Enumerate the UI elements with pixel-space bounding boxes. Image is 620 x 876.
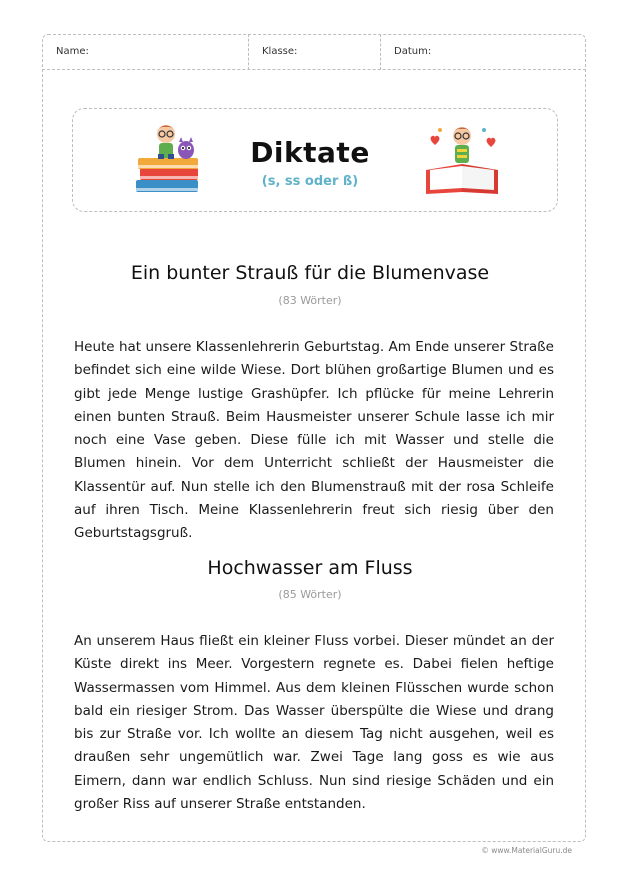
- story-text: An unserem Haus fließt ein kleiner Fluss vorbei. Dieser mündet an der Küste direkt ins Meer. Vorgestern regnete es. Dabei fielen heftige Wassermassen vom Himmel. Aus dem kleinen Flüsschen wurde schon bald ein riesiger Strom. Das Wasser überspülte die Wiese und drang bis zur Straße vor. Ich wollte an diesem Tag nicht ausgehen, weil es draußen sehr ungemütlich war. Zwei Tage lang goss es wie aus Eimern, dann war endlich Schluss. Nun sind riesige Schäden und ein großer Riss auf unserer Straße entstanden.: [74, 633, 554, 813]
- story-word-count: (83 Wörter): [278, 294, 342, 307]
- student-info-row: [42, 34, 586, 70]
- story-text: Heute hat unsere Klassenlehrerin Geburtstag. Am Ende unserer Straße befindet sich eine wilde Wiese. Dort blühen großartige Blumen und es gibt jede Menge lustige Grashüpfer. Ich pflücke für meine Lehrerin einen bunten Strauß. Beim Hausmeister unserer Schule lasse ich mir noch eine Vase geben. Diese fülle ich mit Wasser und stelle die Blumen hinein. Vor dem Unterricht schließt der Hausmeister die Klassentür auf. Nun stelle ich den Blumenstrauß mit der rosa Schleife auf ihren Tisch. Meine Klassenlehrerin freut sich riesig über den Geburtstagsgruß.: [74, 339, 554, 542]
- worksheet-subtitle: (s, ss oder ß): [261, 174, 359, 189]
- copyright-footer: © www.MaterialGuru.de: [481, 846, 572, 855]
- klasse-field-label: Klasse:: [262, 46, 298, 57]
- name-field-label: Name:: [56, 46, 89, 57]
- story-title: Hochwasser am Fluss: [207, 557, 413, 579]
- worksheet-title: Diktate: [250, 136, 370, 169]
- story-title: Ein bunter Strauß für die Blumenvase: [130, 262, 490, 284]
- header-divider: [380, 34, 381, 70]
- story-word-count: (85 Wörter): [278, 588, 342, 601]
- datum-field-label: Datum:: [394, 46, 432, 57]
- header-divider: [248, 34, 249, 70]
